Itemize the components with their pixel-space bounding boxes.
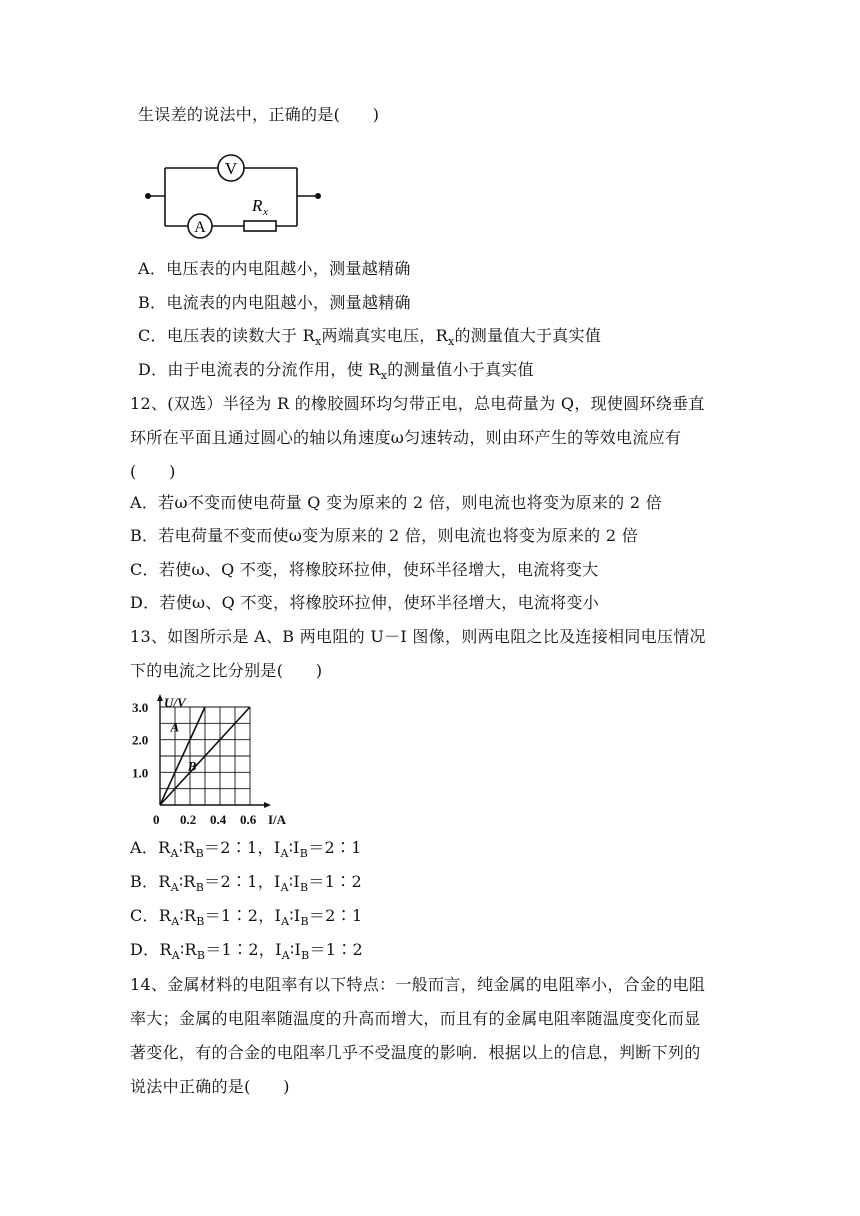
q13-option-c — [130, 904, 362, 930]
q13-option-part-ra-sub: A — [171, 949, 181, 962]
q13-option-part-letter: B． — [130, 872, 159, 891]
series-label-a: A — [170, 719, 180, 735]
q13-option-part-ival: ＝2∶1 — [308, 838, 362, 857]
q13-option-part-ib-sub: B — [301, 949, 310, 962]
q11-option-c-sub1: x — [314, 335, 322, 348]
q13-option-part-colon1: ∶R — [178, 872, 196, 891]
q13-option-part-colon2: ∶I — [289, 906, 301, 925]
q11-option-d-text1: D．由于电流表的分流作用，使 R — [138, 360, 381, 379]
terminal-left — [145, 193, 151, 199]
q13-option-part-ia-sub: A — [281, 949, 290, 962]
q13-option-part-ra-sub: A — [170, 847, 179, 860]
q13-option-part-ival: ＝2∶1 — [308, 906, 363, 925]
q13-option-part-letter: A． — [130, 838, 159, 857]
series-label-b: B — [187, 758, 197, 774]
chart-axes — [157, 694, 271, 808]
y-axis-label: U/V — [164, 695, 186, 710]
q13-option-part-colon2: ∶I — [288, 872, 300, 891]
q13-option-part-letter: C． — [130, 906, 159, 925]
q13-option-part-ib-sub: B — [300, 881, 309, 894]
q13-line1: 13、如图所示是 A、B 两电阻的 U－I 图像，则两电阻之比及连接相同电压情况 — [130, 627, 706, 646]
q13-option-part-colon1: ∶R — [179, 906, 197, 925]
x-tick-label: 0.4 — [210, 812, 227, 827]
q12-option-b: B．若电荷量不变而使ω变为原来的 2 倍，则电流也将变为原来的 2 倍 — [130, 526, 639, 545]
q11-option-d — [138, 358, 534, 384]
q13-option-part-ival: ＝1∶2 — [309, 940, 364, 959]
q13-option-part-ia-sub: A — [281, 915, 290, 928]
q11-option-b: B．电流表的内电阻越小，测量越精确 — [138, 293, 411, 312]
q13-option-part-ra: R — [158, 906, 172, 925]
q13-option-part-colon1: ∶R — [180, 940, 197, 959]
q12-option-c: C．若使ω、Q 不变，将橡胶环拉伸，使环半径增大，电流将变大 — [130, 560, 599, 579]
y-axis-arrow — [157, 694, 163, 701]
q14-line3: 著变化，有的合金的电阻率几乎不受温度的影响．根据以上的信息，判断下列的 — [130, 1043, 701, 1062]
q13-option-part-rval: ＝1∶2，I — [204, 906, 282, 925]
q11-option-c-text2: 两端真实电压，R — [321, 326, 448, 345]
circuit-diagram — [140, 150, 340, 245]
voltmeter-label: V — [224, 159, 238, 178]
q13-option-part-ra-sub: A — [171, 915, 180, 928]
x-tick-label: 0.2 — [180, 812, 197, 827]
q13-option-d — [130, 938, 363, 964]
q13-option-part-rval: ＝2∶1，I — [204, 872, 281, 891]
resistor-symbol — [244, 221, 276, 231]
q11-option-d-text2: 的测量值小于真实值 — [387, 360, 534, 379]
x-axis-label: I/A — [268, 812, 287, 827]
q13-option-part-ra: R — [158, 872, 171, 891]
q12-option-a: A．若ω不变而使电荷量 Q 变为原来的 2 倍，则电流也将变为原来的 2 倍 — [130, 493, 662, 512]
q11-option-c-text1: C．电压表的读数大于 R — [138, 326, 315, 345]
q14-line1: 14、金属材料的电阻率有以下特点：一般而言，纯金属的电阻率小，合金的电阻 — [130, 975, 706, 994]
y-tick-label: 2.0 — [132, 732, 149, 748]
q13-option-part-ib-sub: B — [299, 847, 309, 860]
q14-line4: 说法中正确的是( ) — [130, 1077, 290, 1096]
q11-option-a: A．电压表的内电阻越小，测量越精确 — [138, 259, 411, 278]
q13-option-part-ib-sub: B — [300, 915, 309, 928]
y-tick-label: 1.0 — [132, 765, 149, 781]
q13-option-part-ra: R — [159, 940, 172, 959]
q12-line2: 环所在平面且通过圆心的轴以角速度ω匀速转动，则由环产生的等效电流应有 — [130, 428, 682, 447]
y-tick-label: 3.0 — [132, 700, 149, 715]
resistor-label: R — [252, 196, 263, 215]
x-tick-label: 0.6 — [240, 812, 257, 827]
terminal-right — [315, 193, 321, 199]
q11-stem-tail: 生误差的说法中，正确的是( ) — [138, 105, 380, 124]
q13-line2: 下的电流之比分别是( ) — [130, 661, 323, 680]
q13-option-part-ia-sub: A — [280, 847, 289, 860]
q13-option-part-colon1: ∶R — [178, 838, 196, 857]
q13-option-part-colon2: ∶I — [288, 838, 300, 857]
q13-option-part-letter: D． — [130, 940, 160, 959]
q13-option-part-rval: ＝2∶1，I — [203, 838, 281, 857]
q11-option-c-text3: 的测量值大于真实值 — [454, 326, 602, 345]
q13-option-part-ra-sub: A — [170, 881, 179, 894]
q12-line1: 12、(双选）半径为 R 的橡胶圆环均匀带正电，总电荷量为 Q，现使圆环绕垂直 — [130, 394, 705, 413]
u-i-chart — [130, 692, 290, 828]
origin-label: 0 — [153, 812, 160, 827]
q13-option-part-rb-sub: B — [195, 881, 205, 894]
q13-option-part-ival: ＝1∶2 — [308, 872, 362, 891]
q13-option-part-rval: ＝1∶2，I — [205, 940, 282, 959]
q13-option-a — [130, 836, 362, 862]
q11-option-d-sub: x — [380, 369, 388, 382]
q14-line2: 率大；金属的电阻率随温度的升高而增大，而且有的金属电阻率随温度变化而显 — [130, 1009, 701, 1028]
q13-option-part-colon2: ∶I — [289, 940, 302, 959]
q13-option-part-rb-sub: B — [195, 847, 204, 860]
q12-line3: ( ) — [130, 462, 176, 481]
x-axis-arrow — [264, 802, 271, 808]
q11-option-c-sub2: x — [447, 335, 455, 348]
ammeter-label: A — [194, 219, 206, 236]
q11-option-c — [138, 324, 601, 350]
q13-option-part-ia-sub: A — [280, 881, 289, 894]
q13-option-part-rb-sub: B — [196, 949, 206, 962]
q12-option-d: D．若使ω、Q 不变，将橡胶环拉伸，使环半径增大，电流将变小 — [130, 593, 600, 612]
resistor-label-sub: x — [263, 206, 268, 218]
q13-option-part-rb-sub: B — [196, 915, 205, 928]
q13-option-part-ra: R — [158, 838, 171, 857]
q13-option-b — [130, 870, 362, 896]
